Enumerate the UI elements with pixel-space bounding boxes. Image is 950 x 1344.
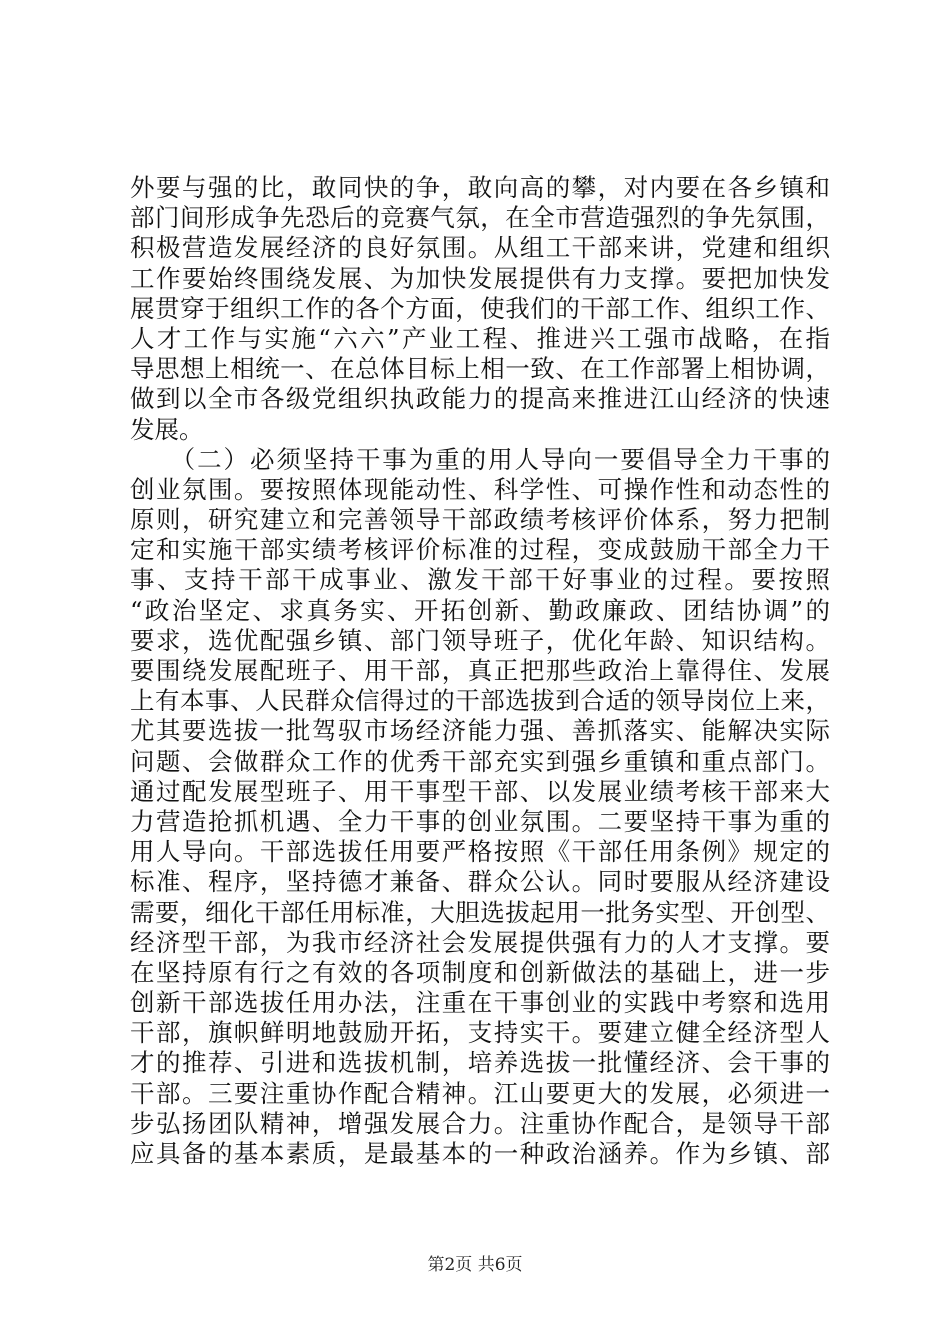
text-line: 干部，旗帜鲜明地鼓励开拓，支持实干。要建立健全经济型人 [130, 1018, 830, 1048]
text-line: 标准、程序，坚持德才兼备、群众公认。同时要服从经济建设 [130, 867, 830, 897]
text-line: 力营造抢抓机遇、全力干事的创业氛围。二要坚持干事为重的 [130, 806, 830, 836]
text-line: 发展。 [130, 414, 204, 444]
text-line: 做到以全市各级党组织执政能力的提高来推进江山经济的快速 [130, 384, 830, 414]
text-line: 工作要始终围绕发展、为加快发展提供有力支撑。要把加快发 [130, 263, 830, 293]
text-line: 应具备的基本素质，是最基本的一种政治涵养。作为乡镇、部 [130, 1139, 830, 1168]
text-line: 事、支持干部干成事业、激发干部干好事业的过程。要按照 [130, 565, 830, 595]
text-line: 干部。三要注重协作配合精神。江山要更大的发展，必须进一 [130, 1078, 830, 1108]
text-line: 原则，研究建立和完善领导干部政绩考核评价体系，努力把制 [130, 505, 830, 535]
text-line: 需要，细化干部任用标准，大胆选拔起用一批务实型、开创型、 [130, 897, 830, 927]
text-line: （二）必须坚持干事为重的用人导向一要倡导全力干事的 [130, 444, 830, 474]
text-line: 尤其要选拔一批驾驭市场经济能力强、善抓落实、能解决实际 [130, 716, 830, 746]
text-line: 步弘扬团队精神，增强发展合力。注重协作配合，是领导干部 [130, 1108, 830, 1138]
text-line: 定和实施干部实绩考核评价标准的过程，变成鼓励干部全力干 [130, 535, 830, 565]
text-line: 创新干部选拔任用办法，注重在干事创业的实践中考察和选用 [130, 988, 830, 1018]
text-line: 在坚持原有行之有效的各项制度和创新做法的基础上，进一步 [130, 957, 830, 987]
text-line: 导思想上相统一、在总体目标上相一致、在工作部署上相协调， [130, 354, 830, 384]
text-line: 经济型干部，为我市经济社会发展提供强有力的人才支撑。要 [130, 927, 830, 957]
text-line: 创业氛围。要按照体现能动性、科学性、可操作性和动态性的 [130, 474, 830, 504]
text-line: 要求，选优配强乡镇、部门领导班子，优化年龄、知识结构。 [130, 625, 830, 655]
text-line: 要围绕发展配班子、用干部，真正把那些政治上靠得住、发展 [130, 656, 830, 685]
text-line: 上有本事、人民群众信得过的干部选拔到合适的领导岗位上来， [130, 686, 830, 716]
text-line: 用人导向。干部选拔任用要严格按照《干部任用条例》规定的 [130, 837, 830, 867]
text-line: 通过配发展型班子、用干事型干部、以发展业绩考核干部来大 [130, 776, 830, 806]
text-line: “政治坚定、求真务实、开拓创新、勤政廉政、团结协调”的 [130, 595, 830, 625]
text-line: 才的推荐、引进和选拔机制，培养选拔一批懂经济、会干事的 [130, 1048, 830, 1078]
text-line: 外要与强的比，敢同快的争，敢向高的攀，对内要在各乡镇和 [130, 173, 830, 202]
text-line: 展贯穿于组织工作的各个方面，使我们的干部工作、组织工作、 [130, 293, 830, 323]
text-line: 人才工作与实施“六六”产业工程、推进兴工强市战略，在指 [130, 323, 830, 353]
page-number-footer: 第2页 共6页 [427, 1255, 523, 1275]
text-line: 部门间形成争先恐后的竞赛气氛，在全市营造强烈的争先氛围， [130, 203, 830, 233]
text-line: 问题、会做群众工作的优秀干部充实到强乡重镇和重点部门。 [130, 746, 830, 776]
text-line: 积极营造发展经济的良好氛围。从组工干部来讲，党建和组织 [130, 233, 830, 263]
document-body [130, 173, 830, 1169]
